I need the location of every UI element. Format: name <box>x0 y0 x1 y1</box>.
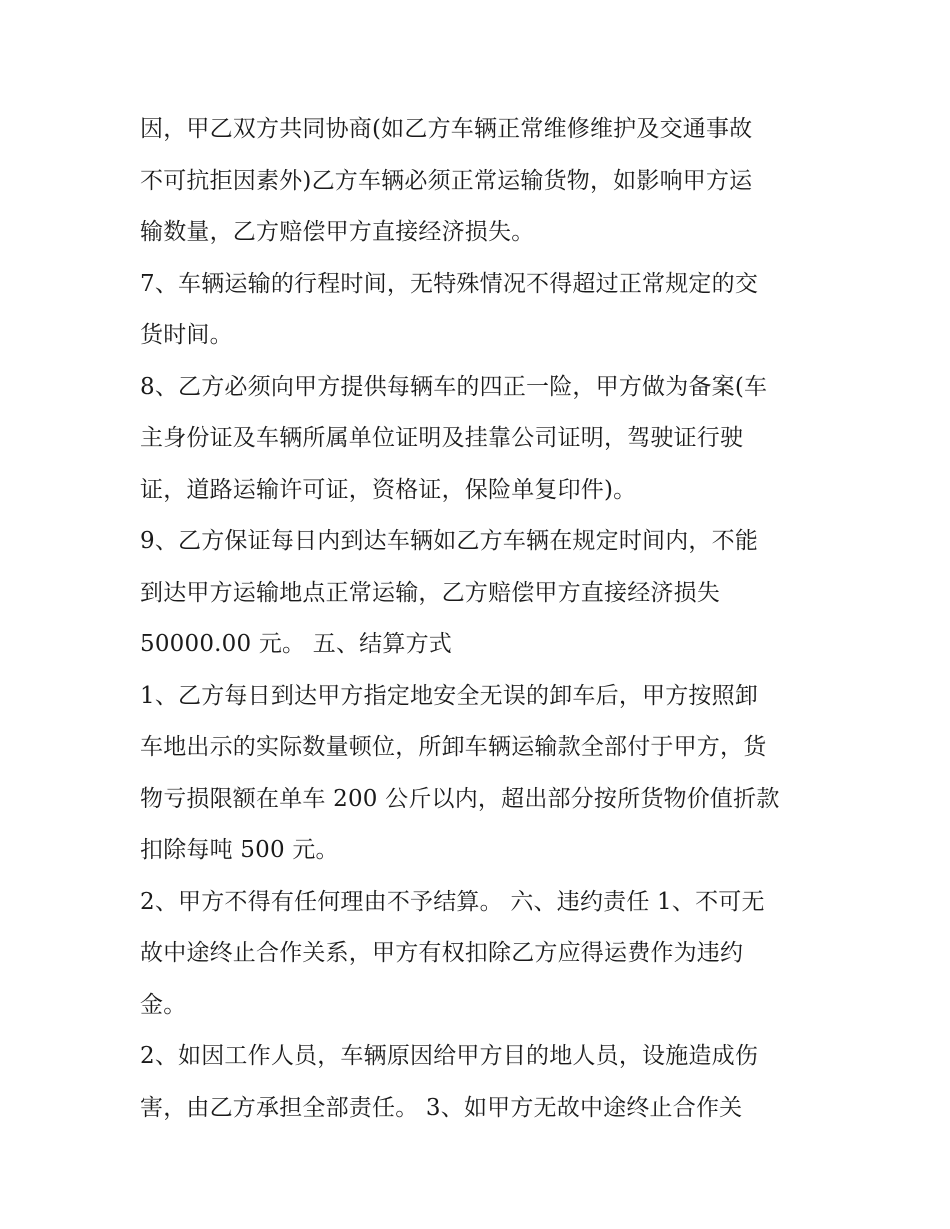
text-line: 害，由乙方承担全部责任。 3、如甲方无故中途终止合作关 <box>140 1094 743 1121</box>
text-line: 主身份证及车辆所属单位证明及挂靠公司证明，驾驶证行驶 <box>140 425 744 451</box>
text-line: 物亏损限额在单车 200 公斤以内，超出部分按所货物价值折款 <box>140 785 780 812</box>
text-line: 9、乙方保证每日内到达车辆如乙方车辆在规定时间内，不能 <box>140 528 759 554</box>
text-line: 货时间。 <box>140 322 233 348</box>
text-line: 扣除每吨 500 元。 <box>140 837 339 863</box>
text-line: 7、车辆运输的行程时间，无特殊情况不得超过正常规定的交 <box>140 270 759 297</box>
text-line: 2、甲方不得有任何理由不予结算。 六、违约责任 1、不可无 <box>140 888 765 915</box>
text-line: 8、乙方必须向甲方提供每辆车的四正一险，甲方做为备案(车 <box>140 373 768 400</box>
text-line: 因，甲乙双方共同协商(如乙方车辆正常维修维护及交通事故 <box>140 116 753 142</box>
text-line: 故中途终止合作关系，甲方有权扣除乙方应得运费作为违约 <box>140 940 744 966</box>
text-line: 到达甲方运输地点正常运输，乙方赔偿甲方直接经济损失 <box>140 579 720 606</box>
text-line: 2、如因工作人员，车辆原因给甲方目的地人员，设施造成伤 <box>140 1043 759 1069</box>
text-line: 金。 <box>140 991 187 1018</box>
text-line: 输数量，乙方赔偿甲方直接经济损失。 <box>140 219 535 245</box>
document-body <box>140 104 820 1134</box>
text-line: 证，道路运输许可证，资格证，保险单复印件)。 <box>140 476 637 503</box>
text-line: 50000.00 元。 五、结算方式 <box>140 631 452 657</box>
text-line: 不可抗拒因素外)乙方车辆必须正常运输货物，如影响甲方运 <box>140 167 753 194</box>
text-line: 1、乙方每日到达甲方指定地安全无误的卸车后，甲方按照卸 <box>140 682 759 709</box>
text-line: 车地出示的实际数量顿位，所卸车辆运输款全部付于甲方，货 <box>140 734 767 760</box>
